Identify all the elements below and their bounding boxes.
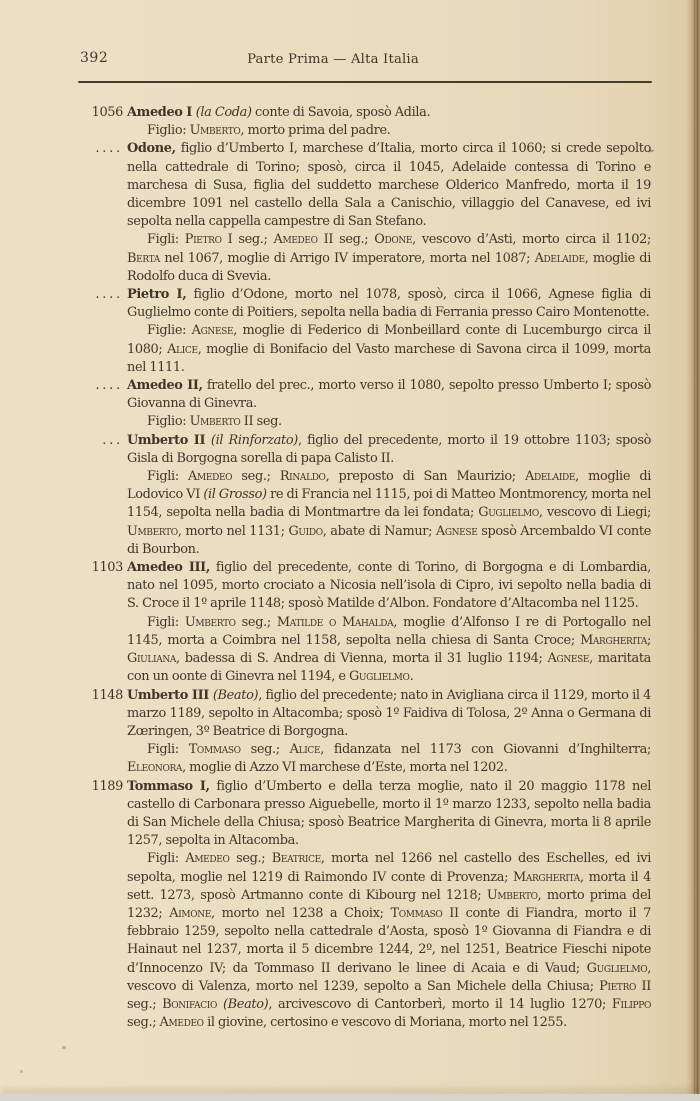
running-title: Parte Prima — Alta Italia — [247, 52, 419, 67]
text-segment: Umberto III — [127, 687, 213, 703]
children-paragraph — [127, 231, 651, 286]
genealogy-entry — [85, 778, 651, 1033]
text-segment: Agnese — [547, 651, 590, 667]
text-segment: Amedeo II, — [127, 378, 203, 394]
text-segment: . — [409, 669, 414, 685]
text-segment: , vescovo di Valenza, morto nel 1239, sepolto a San Michele della Chiusa; — [127, 960, 651, 994]
text-segment: Figli: — [147, 469, 189, 485]
text-segment: Amedeo — [188, 469, 233, 485]
entry-main-paragraph — [127, 140, 651, 231]
text-segment: Giuliana — [127, 651, 177, 667]
entry-body — [127, 104, 651, 140]
children-paragraph — [127, 468, 651, 559]
text-segment: , morto prima del padre. — [240, 123, 391, 139]
text-segment: (Beato) — [222, 996, 269, 1012]
text-segment: nel 1067, moglie di Arrigo IV imperatore, morta nel 1087; — [159, 250, 535, 266]
ink-speck — [20, 1070, 23, 1073]
text-segment: Figlie: — [147, 323, 192, 339]
text-segment: (il Rinforzato) — [210, 432, 298, 448]
text-segment: , morto prima del 1232; — [127, 887, 652, 921]
text-segment: figlio d’Umberto e della terza moglie, nato il 20 maggio 1178 nel castello di Carbonara presso Aiguebelle, morto il 1º marzo 1233, sepolto nella badia di San Michele della Chiusa; sposò Beatrice Margherita di Ginevra, morta li 8 aprile 1257, sepolta in Altacomba. — [127, 778, 652, 849]
text-segment: , moglie d’Alfonso I re di Portogallo nel 1145, morta a Coimbra nel 1158, sepolta nella chiesa di Santa Croce; — [127, 614, 651, 648]
genealogy-entry — [85, 687, 651, 778]
text-segment: , morto nel 1131; — [177, 523, 289, 539]
entry-year-number: 1056 — [91, 105, 123, 120]
genealogy-entries — [85, 104, 651, 1032]
page-edge-shadow — [686, 0, 700, 1101]
text-segment: seg.; — [240, 742, 290, 758]
text-segment: conte di Fiandra, morto il 7 febbraio 1259, sepolto nella cattedrale d’Aosta, sposò 1º Giovanna di Fiandra e di Hainaut nel 1237, morta il 5 dicembre 1244, 2º, nel 1251, Beatrice Fieschi nipote d’Innocenzo IV; da Tommaso II derivano le linee di Acaia e di Vaud; — [127, 905, 651, 976]
text-segment: seg.; — [235, 614, 277, 630]
text-segment: (Beato) — [212, 687, 259, 703]
text-segment: Pietro I, — [127, 287, 187, 303]
text-segment: seg.; — [333, 232, 375, 248]
text-segment: Alice — [289, 742, 321, 758]
text-segment: , moglie di Lodovico VI — [127, 469, 651, 503]
text-segment: Guido — [288, 523, 323, 539]
text-segment: Umberto II — [189, 414, 254, 430]
text-segment: Adelaide — [525, 469, 576, 485]
text-segment: , morta il 4 sett. 1273, sposò Artmanno conte di Kibourg nel 1218; — [127, 869, 651, 903]
text-segment: Umberto — [189, 123, 241, 139]
text-segment: Umberto — [184, 614, 236, 630]
entry-leader-dots: .... — [95, 378, 123, 394]
text-segment: Agnese — [435, 523, 478, 539]
children-paragraph — [127, 741, 651, 777]
text-segment: seg.; — [232, 232, 274, 248]
entry-main-paragraph — [127, 286, 651, 322]
genealogy-entry — [85, 104, 651, 140]
text-segment: Umberto — [486, 887, 538, 903]
text-segment: , arcivescovo di Cantorberì, morto il 14 luglio 1270; — [268, 996, 612, 1012]
text-segment: Margherita — [580, 632, 647, 648]
genealogy-entry — [85, 432, 651, 559]
text-segment: Figli: — [147, 851, 186, 867]
entry-year-number: 1103 — [91, 560, 123, 576]
text-segment: Aimone — [169, 905, 212, 921]
entry-main-paragraph — [127, 778, 651, 851]
text-segment: Umberto — [127, 523, 178, 539]
text-segment: Rinaldo — [279, 469, 326, 485]
text-segment: , moglie di Federico di Monbeillard conte di Lucemburgo circa il 1080; — [127, 323, 651, 357]
text-segment: figlio d’Umberto I, marchese d’Italia, morto circa il 1060; si crede sepolto nella cattedrale di Torino; sposò, circa il 1045, Adelaide contessa di Torino e marchesa di Susa, figlia del suddetto marchese Olderico Manfredo, morta il 19 dicembre 1091 nel castello della Sala a Canischio, villaggio del Canavese, ed ivi sepolta nella cappella campestre di San Stefano. — [127, 141, 651, 230]
text-segment: , maritata con un oonte di Ginevra nel 1194, e — [127, 651, 651, 685]
text-segment: , morto nel 1238 a Choix; — [211, 905, 391, 921]
ink-speck — [62, 1046, 66, 1049]
text-segment: Eleonora — [127, 760, 183, 776]
text-segment: Amedeo — [185, 851, 230, 867]
entry-body — [127, 140, 651, 286]
text-segment: Bonifacio — [162, 996, 218, 1012]
text-segment: il giovine, certosino e vescovo di Moriana, morto nel 1255. — [203, 1015, 567, 1031]
text-segment: Filippo — [611, 996, 651, 1012]
text-segment: Odone, — [127, 141, 176, 157]
genealogy-entry — [85, 377, 651, 432]
text-segment: seg.; — [127, 1015, 160, 1031]
text-segment: (la Coda) — [195, 105, 252, 120]
entry-body — [127, 377, 651, 432]
text-segment: Agnese — [191, 323, 234, 339]
text-segment: , fidanzata nel 1173 con Giovanni d’Inghilterra; — [320, 742, 652, 758]
header-rule — [78, 81, 652, 83]
entry-main-paragraph — [127, 377, 651, 413]
text-segment: Guglielmo — [586, 960, 648, 976]
text-segment: Beatrice — [271, 851, 321, 867]
text-segment: Pietro I — [184, 232, 233, 248]
text-segment: , moglie di Rodolfo duca di Svevia. — [127, 250, 651, 284]
text-segment: seg.; — [232, 469, 280, 485]
text-segment: , moglie di Bonifacio del Vasto marchese di Savona circa il 1099, morta nel 1111. — [127, 341, 651, 375]
text-segment: seg.; — [127, 996, 163, 1012]
entry-body — [127, 559, 651, 686]
text-segment: , morta nel 1266 nel castello des Eschelles, ed ivi sepolta, moglie nel 1219 di Raimondo IV conte di Provenza; — [127, 851, 652, 885]
text-segment: , moglie di Azzo VI marchese d’Este, morta nel 1202. — [182, 760, 508, 776]
ink-speck — [648, 149, 654, 152]
text-segment: fratello del prec., morto verso il 1080, sepolto presso Umberto I; sposò Giovanna di Ginevra. — [127, 378, 652, 412]
page-number: 392 — [80, 50, 109, 66]
entry-main-paragraph — [127, 104, 651, 122]
text-segment: Figli: — [147, 232, 185, 248]
text-segment: , vescovo d’Asti, morto circa il 1102; — [412, 232, 651, 248]
entry-main-paragraph — [127, 687, 651, 742]
text-segment: Berta — [127, 250, 160, 266]
text-segment: Guglielmo — [348, 669, 410, 685]
children-paragraph — [127, 850, 651, 1032]
entry-year-number: 1148 — [91, 687, 123, 703]
text-segment: , preposto di San Maurizio; — [325, 469, 526, 485]
text-segment: , figlio del precedente; nato in Avigliana circa il 1129, morto il 4 marzo 1189, sepolto in Altacomba; sposò 1º Faidiva di Tolosa, 2º Anna o Germana di Zœringen, 3º Beatrice di Borgogna. — [127, 687, 651, 739]
text-segment: seg. — [253, 414, 282, 430]
text-segment: ; — [647, 632, 651, 648]
text-segment: Tommaso II — [390, 905, 459, 921]
text-segment: (il Grosso) — [203, 487, 267, 503]
entry-main-paragraph — [127, 432, 651, 468]
entry-leader-dots: .... — [95, 141, 123, 157]
entry-body — [127, 778, 651, 1033]
text-segment: Margherita — [513, 869, 580, 885]
text-segment: seg.; — [229, 851, 272, 867]
genealogy-entry — [85, 140, 651, 286]
entry-body — [127, 286, 651, 377]
text-segment: Amedeo I — [127, 105, 196, 120]
text-segment: Figli: — [147, 614, 185, 630]
text-segment: , abate di Namur; — [322, 523, 436, 539]
scan-bottom-strip — [0, 1094, 700, 1101]
genealogy-entry — [85, 559, 651, 686]
text-segment: Umberto II — [127, 432, 211, 448]
entry-year-number: 1189 — [91, 778, 123, 794]
text-segment: Tommaso I, — [127, 778, 210, 794]
text-segment: Pietro II — [599, 978, 651, 994]
entry-body — [127, 687, 651, 778]
text-segment: Figlio: — [147, 414, 190, 430]
text-segment: figlio del precedente, conte di Torino, di Borgogna e di Lombardia, nato nel 1095, morto crociato a Nicosia nell’isola di Cipro, ivi sepolto nella badia di S. Croce il 1º aprile 1148; sposò Matilde d’Albon. Fondatore d’Altacomba nel 1125. — [127, 560, 651, 612]
text-segment: sposò Arcembaldo VI conte di Bourbon. — [127, 523, 651, 557]
text-segment: Amedeo — [159, 1015, 204, 1031]
children-paragraph — [127, 322, 651, 377]
text-segment: Alice — [167, 341, 198, 357]
text-segment: Figli: — [147, 742, 189, 758]
text-segment: Matilde o Mahalda — [276, 614, 394, 630]
text-segment: Figlio: — [147, 123, 190, 139]
text-segment: figlio d’Odone, morto nel 1078, sposò, circa il 1066, Agnese figlia di Guglielmo conte di Poitiers, sepolta nella badia di Ferrania presso Cairo Montenotte. — [127, 287, 651, 321]
text-segment: Amedeo III, — [127, 560, 211, 576]
entry-body — [127, 432, 651, 559]
children-paragraph — [127, 614, 651, 687]
text-segment: re di Francia nel 1115, poi di Matteo Montmorency, morta nel 1154, sepolta nella badia di Montmartre da lei fondata; — [127, 487, 651, 521]
entry-leader-dots: ... — [102, 432, 123, 448]
text-segment: Tommaso — [188, 742, 241, 758]
text-segment: conte di Savoia, sposò Adila. — [251, 105, 431, 120]
text-segment: Adelaide — [534, 250, 585, 266]
text-segment: Guglielmo — [478, 505, 539, 521]
entry-main-paragraph — [127, 559, 651, 614]
text-segment: , badessa di S. Andrea di Vienna, morta il 31 luglio 1194; — [176, 651, 548, 667]
children-paragraph — [127, 122, 651, 140]
entry-leader-dots: .... — [95, 287, 123, 303]
children-paragraph — [127, 413, 651, 431]
text-segment: Amedeo II — [273, 232, 334, 248]
text-segment: Odone — [374, 232, 413, 248]
genealogy-entry — [85, 286, 651, 377]
text-segment: , figlio del precedente, morto il 19 ottobre 1103; sposò Gisla di Borgogna sorella di papa Calisto II. — [127, 432, 651, 466]
text-segment: , vescovo di Liegi; — [538, 505, 651, 521]
